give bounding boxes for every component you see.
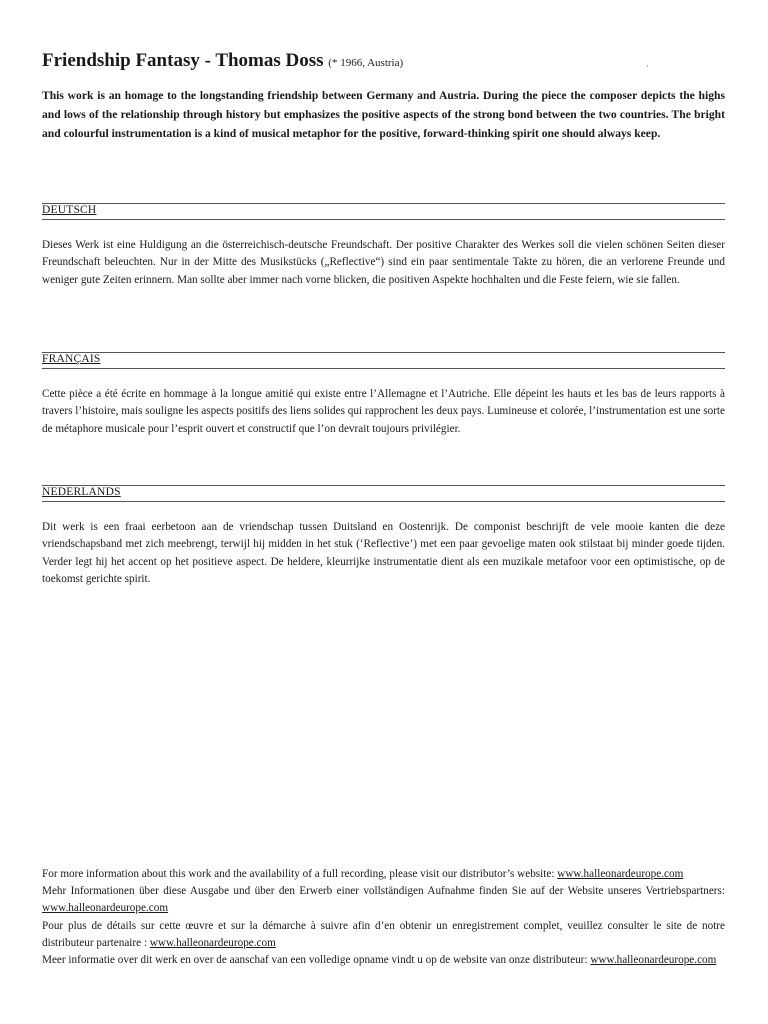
section-heading: FRANÇAIS — [42, 353, 101, 365]
footer-line-nl — [42, 952, 725, 969]
section-text: Cette pièce a été écrite en hommage à la longue amitié qui existe entre l’Allemagne et l’Autriche. Elle dépeint les hauts et les bas de leurs rapports à travers l’histoire, mais souligne les aspects positifs des liens solides qui rapprochent les deux pays. Lumineuse et colorée, l’instrumentation est une sorte de métaphore musicale pour l’esprit ouvert et constructif que l’on devrait toujours privilégier. — [42, 388, 725, 435]
distributor-link[interactable]: www.halleonardeurope.com — [557, 868, 684, 880]
intro-paragraph: This work is an homage to the longstanding friendship between Germany and Austria. During the piece the composer depicts the highs and lows of the relationship through history but emphasizes the positive aspects of the strong bond between the two countries. The bright and colourful instrumentation is a kind of musical metaphor for the positive, forward-thinking spirit one should always keep. — [42, 89, 725, 140]
footer-line-de — [42, 883, 725, 917]
section-heading-rule — [42, 485, 725, 504]
section-francais — [42, 352, 725, 438]
footer-line-en — [42, 866, 725, 883]
section-text: Dieses Werk ist eine Huldigung an die österreichisch-deutsche Freundschaft. Der positive Charakter des Werkes soll die vielen schönen Seiten dieser Freundschaft beleuchten. Nur in der Mitte des Musikstücks („Reflective“) sind ein paar sentimentale Takte zu hören, die an verlorene Freunde und weniger gute Zeiten erinnern. Man sollte aber immer nach vorne blicken, die positiven Aspekte hochhalten und die Feste feiern, wie sie fallen. — [42, 239, 725, 286]
footer-line-fr — [42, 918, 725, 952]
footer-info — [42, 866, 725, 969]
footer-text-nl: Meer informatie over dit werk en over de aanschaf van een volledige opname vindt u op de website van onze distributeur: — [42, 954, 591, 967]
distributor-link[interactable]: www.halleonardeurope.com — [590, 954, 717, 967]
section-nederlands — [42, 485, 725, 588]
page-title — [42, 50, 403, 72]
title-text: Friendship Fantasy - Thomas Doss — [42, 50, 324, 71]
stray-mark: · — [646, 62, 649, 71]
section-heading-rule — [42, 203, 725, 222]
footer-text-de: Mehr Informationen über diese Ausgabe und über den Erwerb einer vollständigen Aufnahme finden Sie auf der Website unseres Vertriebspartners: — [42, 885, 725, 898]
footer-text-en: For more information about this work and the availability of a full recording, please visit our distributor’s website: — [42, 868, 558, 880]
section-heading: DEUTSCH — [42, 204, 97, 216]
section-heading-rule — [42, 352, 725, 371]
footer-text-fr: Pour plus de détails sur cette œuvre et sur la démarche à suivre afin d’en obtenir un enregistrement complet, veuillez consulter le site de notre distributeur partenaire : — [42, 919, 725, 949]
section-text: Dit werk is een fraai eerbetoon aan de vriendschap tussen Duitsland en Oostenrijk. De componist beschrijft de vele mooie kanten die deze vriendschapsband met zich meebrengt, terwijl hij midden in het stuk (‘Reflective’) met een paar gevoelige maten ook stilstaat bij minder goede tijden. Verder legt hij het accent op het positieve aspect. De heldere, kleurrijke instrumentatie dient als een muzikale metafoor voor een optimistische, op de toekomst gerichte spirit. — [42, 521, 725, 585]
distributor-link[interactable]: www.halleonardeurope.com — [149, 936, 276, 949]
title-subtitle: (* 1966, Austria) — [328, 57, 404, 69]
section-deutsch — [42, 203, 725, 289]
distributor-link[interactable]: www.halleonardeurope.com — [42, 902, 169, 915]
section-heading: NEDERLANDS — [42, 486, 121, 498]
